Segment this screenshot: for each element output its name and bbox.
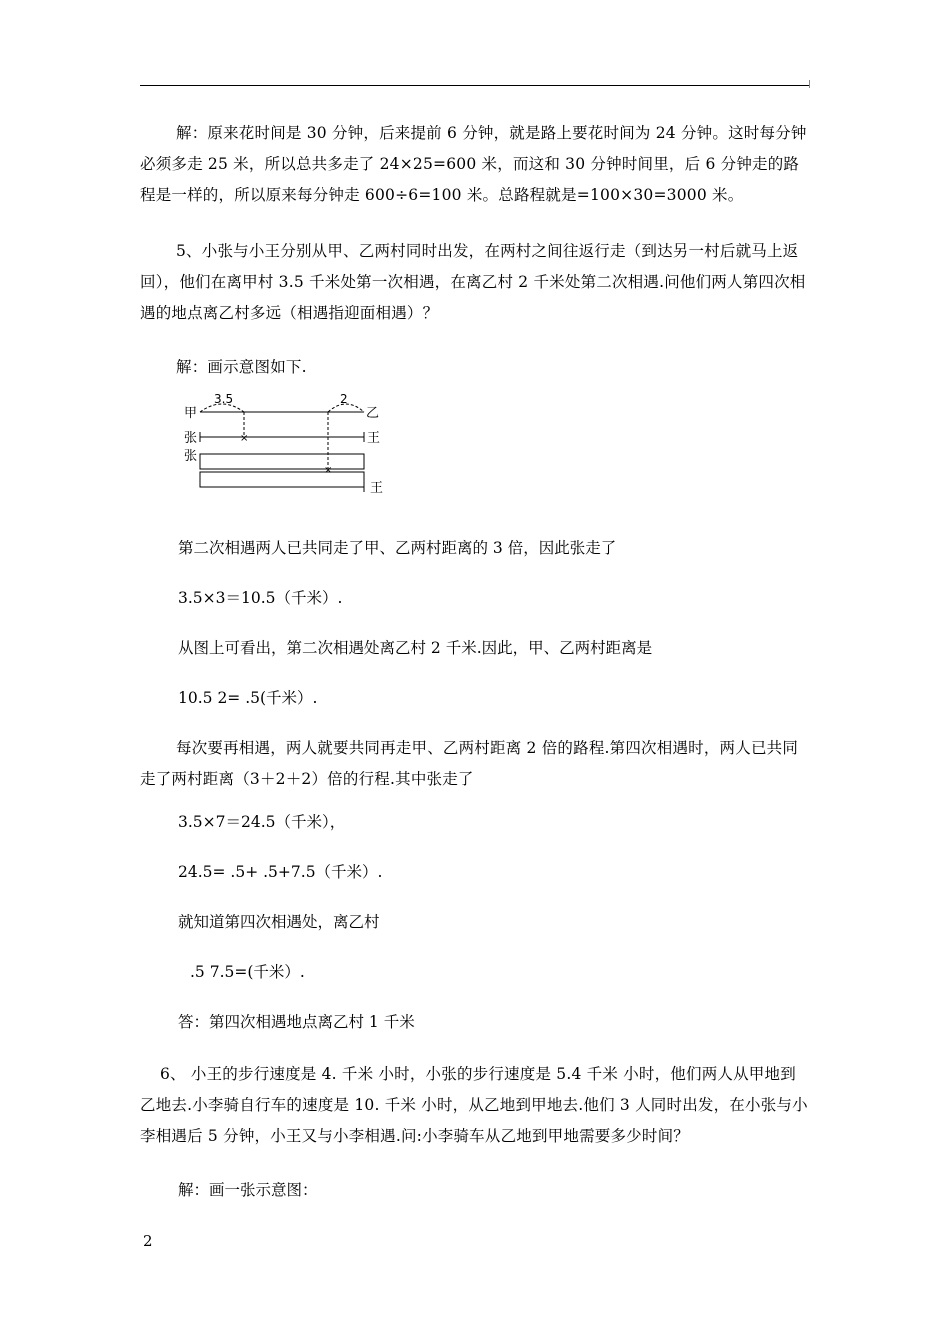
- paragraph-problem-5: 5、小张与小王分别从甲、乙两村同时出发，在两村之间往返行走（到达另一村后就马上返回），他们在离甲村 3.5 千米处第一次相遇，在离乙村 2 千米处第二次相遇.问他们两人第四次相遇的地点离乙村多远（相遇指迎面相遇）？: [140, 242, 806, 322]
- text-line-10: 24.5= .5+ .5+7.5（千米）.: [178, 863, 383, 881]
- mark-first-meeting: ×: [240, 433, 249, 444]
- label-zhang-1: 张: [184, 431, 198, 446]
- path-wang-return: [200, 472, 364, 487]
- page-number: 2: [143, 1232, 153, 1250]
- text-line-12: .5 7.5=(千米）.: [190, 963, 305, 981]
- text-line-11: 就知道第四次相遇处，离乙村: [178, 913, 380, 931]
- path-zhang-return: [200, 454, 364, 469]
- paragraph-solution-4: 解：原来花时间是 30 分钟，后来提前 6 分钟，就是路上要花时间为 24 分钟。这时每分钟必须多走 25 米，所以总共多走了 24×25=600 米，而这和 30 分钟时间里，后 6 分钟走的路程是一样的，所以原来每分钟走 600÷6=100 米。总路程就是=100×30=3000 米。: [140, 124, 807, 204]
- text-line-7: 10.5 2= .5(千米）.: [178, 689, 318, 707]
- label-wang-2: 王: [370, 481, 384, 496]
- label-distance-first: 3.5: [214, 392, 234, 406]
- mark-second-meeting: ×: [324, 465, 333, 476]
- text-line-9: 3.5×7＝24.5（千米），: [178, 813, 346, 831]
- header-rule: [140, 85, 810, 86]
- paragraph-problem-6: 6、 小王的步行速度是 4. 千米 小时，小张的步行速度是 5.4 千米 小时，他们两人从甲地到乙地去.小李骑自行车的速度是 10. 千米 小时，从乙地到甲地去.他们 3 人同时出发，在小张与小李相遇后 5 分钟，小王又与小李相遇.问:小李骑车从乙地到甲地需要多少时间？: [140, 1065, 808, 1145]
- label-zhang-2: 张: [184, 449, 198, 464]
- text-line-answer: 答：第四次相遇地点离乙村 1 千米: [178, 1013, 415, 1031]
- text-line-solution-6: 解：画一张示意图：: [178, 1181, 318, 1199]
- meeting-diagram: [180, 388, 400, 498]
- label-distance-second: 2: [340, 392, 348, 406]
- text-line-5: 3.5×3＝10.5（千米）.: [178, 589, 343, 607]
- paragraph-line-8: 每次要再相遇，两人就要共同再走甲、乙两村距离 2 倍的路程.第四次相遇时，两人已共同走了两村距离（3＋2＋2）倍的行程.其中张走了: [140, 739, 799, 788]
- label-yi: 乙: [366, 406, 380, 421]
- text-line-6: 从图上可看出，第二次相遇处离乙村 2 千米.因此，甲、乙两村距离是: [178, 639, 653, 657]
- header-rule-tick: [809, 80, 810, 88]
- label-wang-1: 王: [367, 431, 381, 446]
- label-jia: 甲: [184, 406, 198, 421]
- text-line-4: 第二次相遇两人已共同走了甲、乙两村距离的 3 倍，因此张走了: [178, 539, 617, 557]
- paragraph-solution-5-intro: 解：画示意图如下.: [176, 358, 307, 376]
